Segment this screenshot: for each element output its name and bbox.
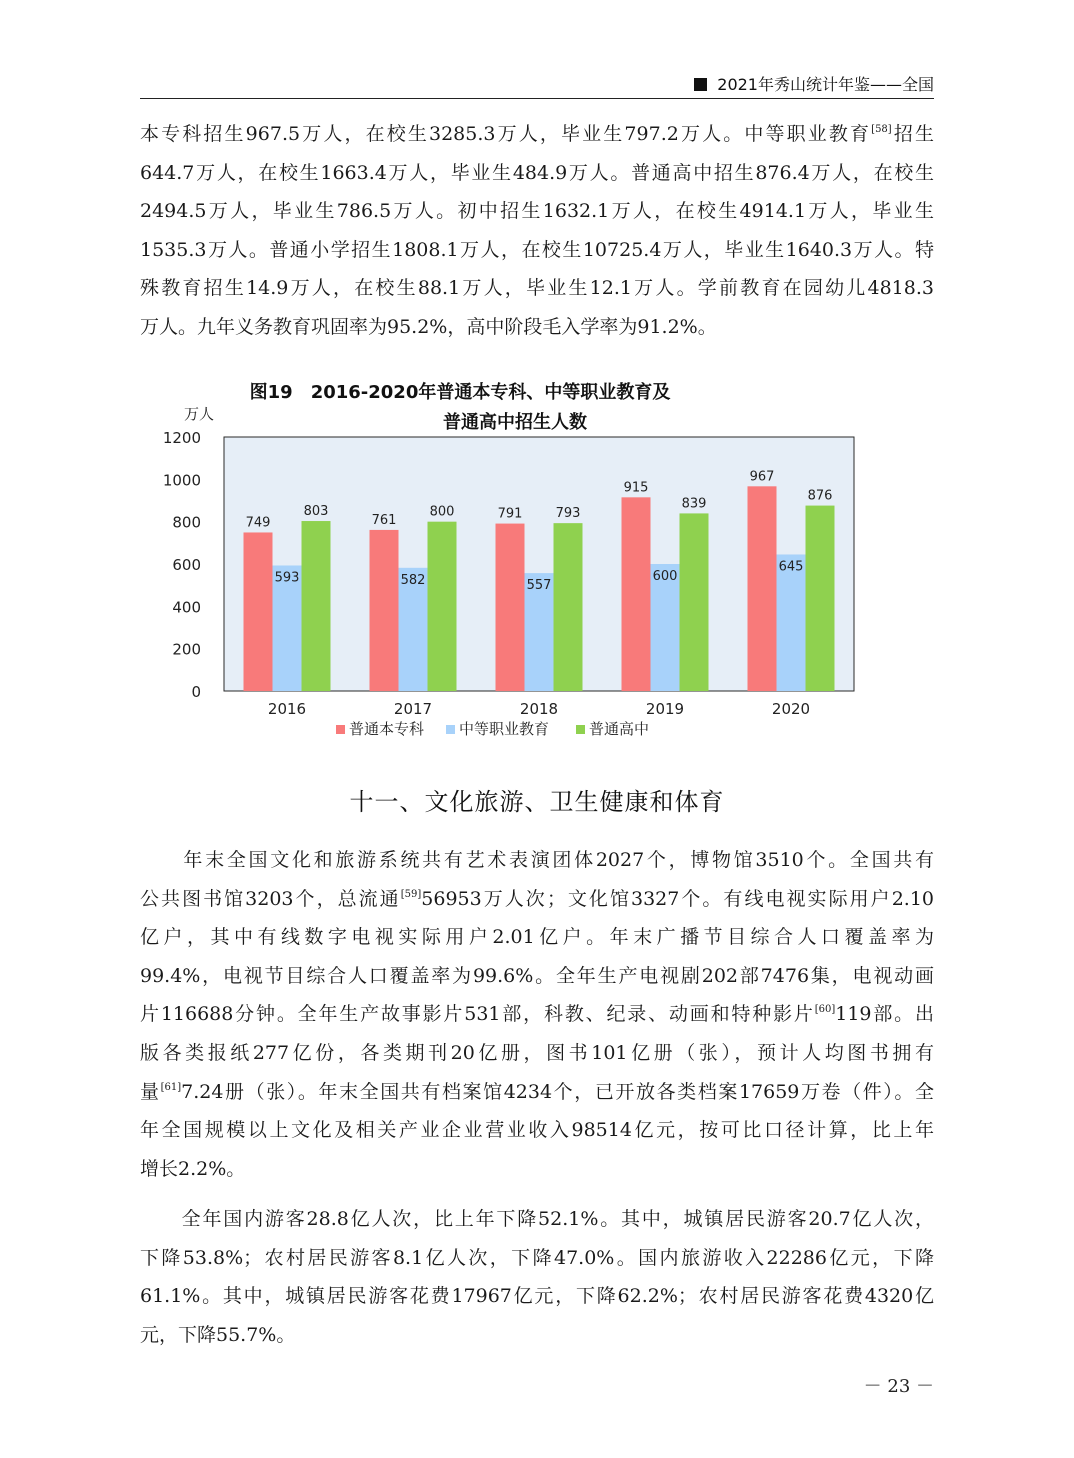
x-tick-label: 2016 — [267, 700, 307, 718]
text-segment: 1535.3万人。普通小学招生1808.1万人，在校生10725.4万人，毕业生1640.3万人。特 — [140, 238, 934, 261]
y-tick-label: 400 — [172, 598, 201, 617]
x-tick-label: 2018 — [519, 700, 559, 718]
y-tick-label: 600 — [172, 556, 201, 574]
data-label: 791 — [497, 506, 523, 522]
text-segment: 7.24册（张）。年末全国共有档案馆4234个，已开放各类档案17659万卷（件）。全 — [181, 1080, 934, 1103]
text-line — [140, 1073, 934, 1112]
x-tick-label: 2019 — [645, 700, 685, 718]
footnote-marker: [60] — [814, 1004, 836, 1016]
text-segment: 2494.5万人，毕业生786.5万人。初中招生1632.1万人，在校生4914.1万人，毕业生 — [140, 200, 934, 223]
bar-普通本专科 — [622, 497, 651, 691]
text-segment: 万人。九年义务教育巩固率为95.2%，高中阶段毛入学率为91.2%。 — [140, 315, 717, 338]
text-line — [140, 115, 934, 154]
data-label: 803 — [303, 504, 329, 520]
text-segment: 119部。出 — [835, 1003, 934, 1026]
chart-enrollment — [162, 372, 870, 752]
bar-普通高中 — [554, 523, 583, 691]
paragraph-education — [140, 115, 934, 347]
legend-swatch — [576, 725, 585, 734]
legend-label: 中等职业教育 — [459, 720, 550, 738]
bar-普通本专科 — [370, 530, 399, 691]
legend-swatch — [446, 725, 455, 734]
text-line — [140, 918, 934, 957]
text-line — [140, 841, 934, 880]
x-tick-label: 2020 — [771, 700, 811, 718]
text-line — [140, 269, 934, 308]
data-label: 593 — [274, 570, 300, 586]
text-segment: 本专科招生967.5万人，在校生3285.3万人，毕业生797.2万人。中等职业教育 — [140, 123, 872, 145]
data-label: 582 — [400, 572, 426, 588]
bar-普通本专科 — [496, 524, 525, 691]
data-label: 645 — [778, 559, 804, 575]
data-label: 600 — [652, 569, 678, 584]
section-title: 十一、文化旅游、卫生健康和体育 — [349, 788, 725, 816]
text-segment: 版各类报纸277亿份，各类期刊20亿册，图书101亿册（张），预计人均图书拥有 — [140, 1041, 934, 1064]
legend-swatch — [336, 725, 345, 734]
text-line — [140, 1200, 934, 1239]
legend-label: 普通本专科 — [349, 720, 425, 738]
data-label: 800 — [429, 504, 455, 520]
text-segment: 增长2.2%。 — [140, 1157, 246, 1180]
footnote-marker: [59] — [400, 888, 422, 900]
paragraph-culture — [140, 841, 934, 1188]
text-segment: 56953万人次；文化馆3327个。有线电视实际用户2.10 — [421, 887, 935, 910]
text-segment: 招生 — [891, 123, 934, 145]
data-label: 557 — [526, 578, 552, 594]
data-label: 749 — [245, 515, 271, 531]
text-line — [140, 1316, 934, 1355]
text-line — [140, 192, 934, 231]
text-line — [140, 1277, 934, 1316]
data-label: 793 — [555, 506, 581, 522]
text-line — [140, 308, 934, 347]
text-segment: 下降53.8%；农村居民游客8.1亿人次，下降47.0%。国内旅游收入22286亿元，下降 — [140, 1246, 934, 1269]
bar-普通高中 — [302, 521, 331, 691]
bar-chart — [162, 372, 870, 752]
text-segment: 元，下降55.7%。 — [140, 1323, 296, 1346]
text-segment: 片116688分钟。全年生产故事影片531部，科教、纪录、动画和特种影片 — [140, 1003, 815, 1026]
data-label: 876 — [807, 488, 833, 504]
chart-title-line1: 图19 2016-2020年普通本专科、中等职业教育及 — [249, 382, 671, 403]
bar-普通高中 — [806, 506, 835, 691]
text-line — [140, 1111, 934, 1150]
y-tick-label: 0 — [191, 683, 201, 701]
y-tick-label: 1000 — [162, 471, 201, 490]
text-line — [140, 1239, 934, 1278]
text-segment: 殊教育招生14.9万人，在校生88.1万人，毕业生12.1万人。学前教育在园幼儿4818.3 — [140, 277, 934, 300]
paragraph-tourism — [140, 1200, 934, 1354]
running-header — [140, 70, 934, 99]
text-line — [140, 1150, 934, 1189]
text-segment: 公共图书馆3203个，总流通 — [140, 887, 401, 910]
text-segment: 61.1%。其中，城镇居民游客花费17967亿元，下降62.2%；农村居民游客花费4320亿 — [140, 1285, 934, 1308]
bar-普通本专科 — [244, 532, 273, 691]
y-tick-label: 800 — [172, 513, 201, 532]
legend-label: 普通高中 — [589, 720, 650, 738]
data-label: 761 — [371, 512, 397, 528]
y-tick-label: 1200 — [162, 429, 201, 447]
header-title: 2021年秀山统计年鉴——全国 — [694, 72, 934, 95]
footnote-marker: [58] — [871, 124, 892, 135]
bar-普通本专科 — [748, 486, 777, 691]
y-tick-label: 200 — [172, 640, 201, 659]
text-line — [140, 995, 934, 1034]
x-tick-label: 2017 — [393, 700, 433, 718]
square-bullet-icon — [694, 78, 707, 91]
page-number: － 23 － — [863, 1376, 934, 1397]
y-axis-label: 万人 — [184, 405, 215, 423]
text-segment: 年全国规模以上文化及相关产业企业营业收入98514亿元，按可比口径计算，比上年 — [140, 1119, 934, 1142]
text-line — [140, 154, 934, 193]
data-label: 839 — [681, 496, 707, 512]
chart-title-line2: 普通高中招生人数 — [443, 412, 587, 433]
data-label: 967 — [749, 469, 775, 485]
text-segment: 全年国内游客28.8亿人次，比上年下降52.1%。其中，城镇居民游客20.7亿人次， — [140, 1208, 934, 1230]
text-segment: 量 — [140, 1080, 161, 1103]
text-line — [140, 880, 934, 919]
text-line — [140, 1034, 934, 1073]
text-segment: 亿户，其中有线数字电视实际用户2.01亿户。年末广播节目综合人口覆盖率为 — [140, 926, 934, 949]
bar-中等职业教育 — [777, 554, 806, 691]
bar-普通高中 — [680, 513, 709, 691]
text-segment: 99.4%，电视节目综合人口覆盖率为99.6%。全年生产电视剧202部7476集，电视动画 — [140, 964, 934, 987]
footnote-marker: [61] — [160, 1081, 182, 1093]
text-segment: 年末全国文化和旅游系统共有艺术表演团体2027个，博物馆3510个。全国共有 — [140, 849, 934, 871]
data-label: 915 — [623, 480, 649, 496]
bar-普通高中 — [428, 522, 457, 691]
text-line — [140, 957, 934, 996]
text-line — [140, 231, 934, 270]
text-segment: 644.7万人，在校生1663.4万人，毕业生484.9万人。普通高中招生876.4万人，在校生 — [140, 161, 934, 184]
